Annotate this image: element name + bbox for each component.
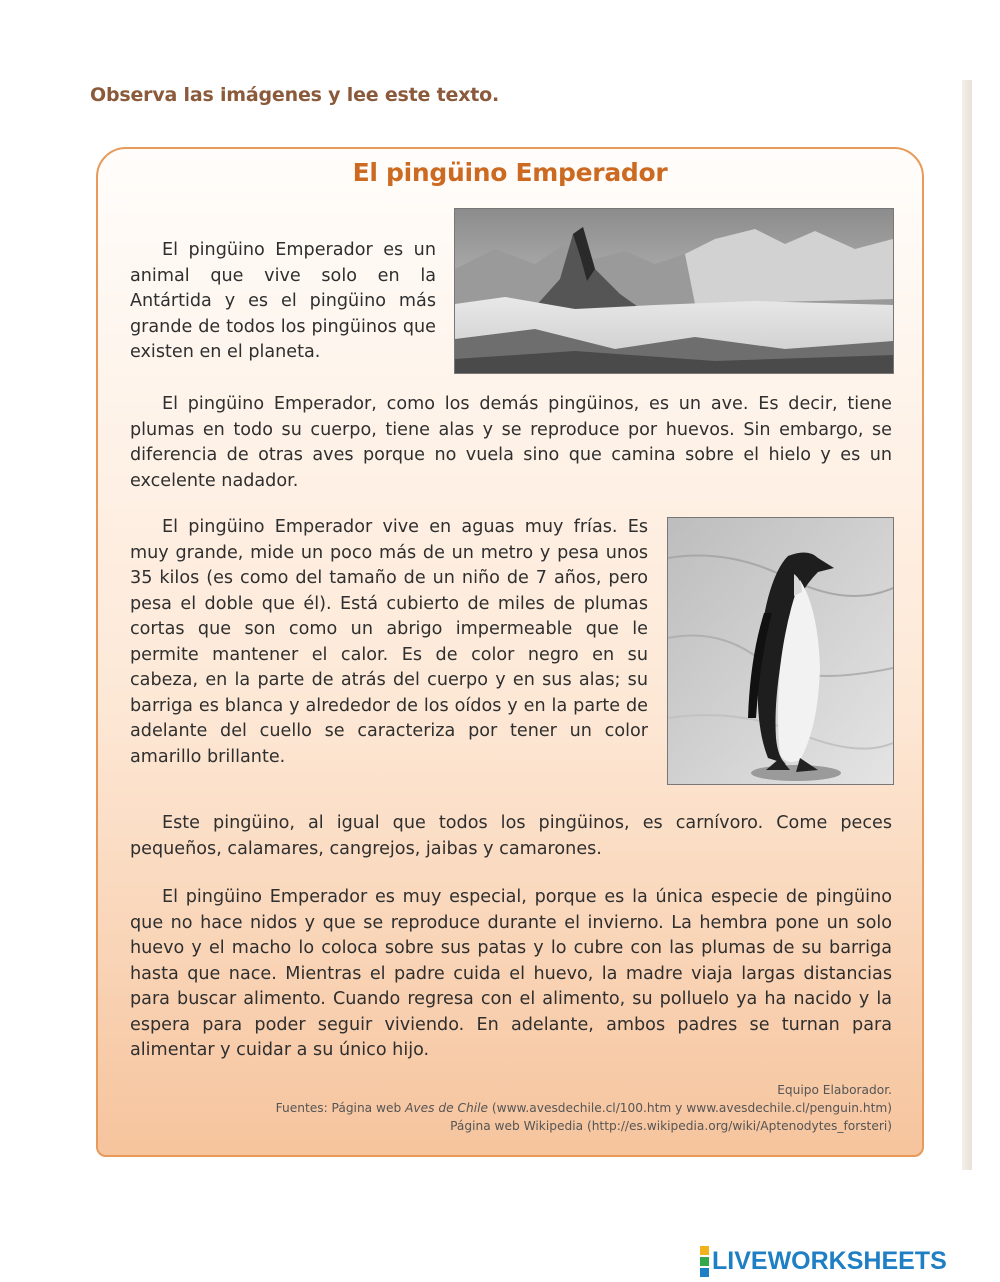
paragraph-4-text: Este pingüino, al igual que todos los pingüinos, es carnívoro. Come peces pequeños, calamares, cangrejos, jaibas y camarones. bbox=[130, 813, 892, 859]
paragraph-4 bbox=[130, 811, 892, 862]
penguin-photo bbox=[667, 517, 894, 785]
mountain-landscape-image bbox=[455, 209, 893, 373]
sources-urls: (www.avesdechile.cl/100.htm y www.avesdechile.cl/penguin.htm) bbox=[487, 1101, 892, 1115]
article-card bbox=[96, 147, 924, 1157]
article-title: El pingüino Emperador bbox=[352, 158, 668, 187]
instruction-text: Observa las imágenes y lee este texto. bbox=[90, 84, 500, 106]
paragraph-5 bbox=[130, 885, 892, 1064]
sources-prefix: Fuentes: Página web bbox=[275, 1101, 406, 1115]
paragraph-1 bbox=[130, 238, 436, 366]
page-edge bbox=[962, 80, 972, 1170]
liveworksheets-logo[interactable] bbox=[700, 1246, 947, 1276]
landscape-photo bbox=[454, 208, 894, 374]
wiki-source: Página web Wikipedia (http://es.wikipedia.org/wiki/Aptenodytes_forsteri) bbox=[450, 1119, 892, 1133]
paragraph-3-text: El pingüino Emperador vive en aguas muy frías. Es muy grande, mide un poco más de un metro y pesa unos 35 kilos (es como del tamaño de un niño de 7 años, pero pesa el doble que él). Está cubierto de miles de plumas cortas que son como un abrigo impermeable que le permite mantener el calor. Es de color negro en su cabeza, en la parte de atrás del cuerpo y en sus alas; su barriga es blanca y alrededor de los oídos y en la parte de adelante del cuello se caracteriza por tener un color amarillo brillante. bbox=[130, 517, 648, 767]
paragraph-5-text: El pingüino Emperador es muy especial, porque es la única especie de pingüino que no hace nidos y que se reproduce durante el invierno. La hembra pone un solo huevo y el macho lo coloca sobre sus patas y lo cubre con las plumas de su barriga hasta que nace. Mientras el padre cuida el huevo, la madre viaja largas distancias para buscar alimento. Cuando regresa con el alimento, su polluelo ya ha nacido y la espera para poder seguir viviendo. En adelante, ambos padres se turnan para alimentar y cuidar a su único hijo. bbox=[130, 887, 892, 1060]
paragraph-1-text: El pingüino Emperador es un animal que vive solo en la Antártida y es el pingüino más grande de todos los pingüinos que existen en el planeta. bbox=[130, 240, 436, 362]
emperor-penguin-image bbox=[668, 518, 893, 784]
sources-site: Aves de Chile bbox=[405, 1101, 488, 1115]
sources-block bbox=[276, 1081, 892, 1135]
paragraph-2-text: El pingüino Emperador, como los demás pingüinos, es un ave. Es decir, tiene plumas en todo su cuerpo, tiene alas y se reproduce por huevos. Sin embargo, se diferencia de otras aves porque no vuela sino que camina sobre el hielo y es un excelente nadador. bbox=[130, 394, 892, 491]
paragraph-2 bbox=[130, 392, 892, 494]
liveworksheets-logo-icon bbox=[700, 1245, 709, 1278]
sources-line bbox=[276, 1099, 892, 1117]
author-credit: Equipo Elaborador. bbox=[777, 1083, 892, 1097]
paragraph-3 bbox=[130, 515, 648, 770]
liveworksheets-logo-text: LIVEWORKSHEETS bbox=[712, 1246, 947, 1275]
